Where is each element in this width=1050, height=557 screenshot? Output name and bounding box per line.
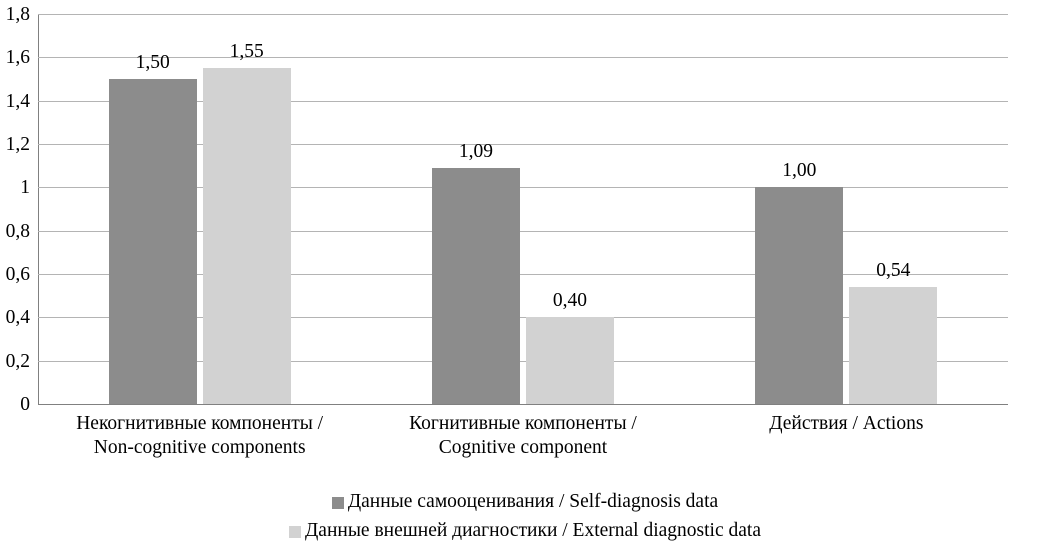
category-label-line: Cognitive component xyxy=(438,436,608,458)
category-label-line: Non-cognitive components xyxy=(93,436,306,458)
x-axis-category-labels xyxy=(38,412,1008,472)
legend-item xyxy=(0,516,1050,545)
y-axis-tick-label: 0,6 xyxy=(5,264,30,285)
y-axis-tick-label: 0 xyxy=(20,394,30,415)
bar-value-label: 1,09 xyxy=(458,140,494,162)
y-axis-tick-label: 0,8 xyxy=(5,220,30,242)
bar xyxy=(203,68,291,404)
bar-group xyxy=(685,14,1008,404)
bar xyxy=(109,79,197,404)
y-axis-tick-label: 1,8 xyxy=(5,4,30,25)
y-axis-tick-label: 0,4 xyxy=(5,307,30,329)
bar-group xyxy=(38,14,361,404)
x-axis-category-label xyxy=(361,412,684,460)
bar-value-label: 0,54 xyxy=(876,260,911,281)
legend-swatch-icon xyxy=(289,526,301,538)
x-axis-category-label xyxy=(685,412,1008,436)
category-label-line: Действия / Actions xyxy=(769,413,924,434)
bar-value-label: 0,40 xyxy=(552,290,588,312)
y-axis-tick-label: 1,2 xyxy=(5,134,30,155)
bar-value-label: 1,55 xyxy=(229,41,264,63)
x-axis-category-label xyxy=(38,412,361,460)
chart-legend xyxy=(0,487,1050,545)
bar-value-label: 1,50 xyxy=(135,52,170,73)
legend-item xyxy=(0,487,1050,516)
y-axis-tick-label: 0,2 xyxy=(5,350,30,372)
bar xyxy=(526,317,614,404)
legend-label: Данные внешней диагностики / External diagnostic data xyxy=(305,519,761,541)
legend-swatch-icon xyxy=(332,497,344,509)
category-label-line: Когнитивные компоненты / xyxy=(409,413,637,434)
bar-value-label: 1,00 xyxy=(782,160,817,182)
x-axis-baseline xyxy=(38,404,1008,405)
bar xyxy=(432,168,520,404)
bars-layer xyxy=(38,14,1008,404)
y-axis-tick-label: 1,4 xyxy=(5,90,30,112)
bar-group xyxy=(361,14,684,404)
bar xyxy=(849,287,937,404)
y-axis-tick-label: 1,6 xyxy=(5,47,30,69)
plot-area xyxy=(38,14,1008,404)
y-axis-tick-label: 1 xyxy=(20,177,30,199)
bar xyxy=(755,187,843,404)
legend-label: Данные самооценивания / Self-diagnosis data xyxy=(347,490,719,512)
category-label-line: Некогнитивные компоненты / xyxy=(76,413,324,434)
